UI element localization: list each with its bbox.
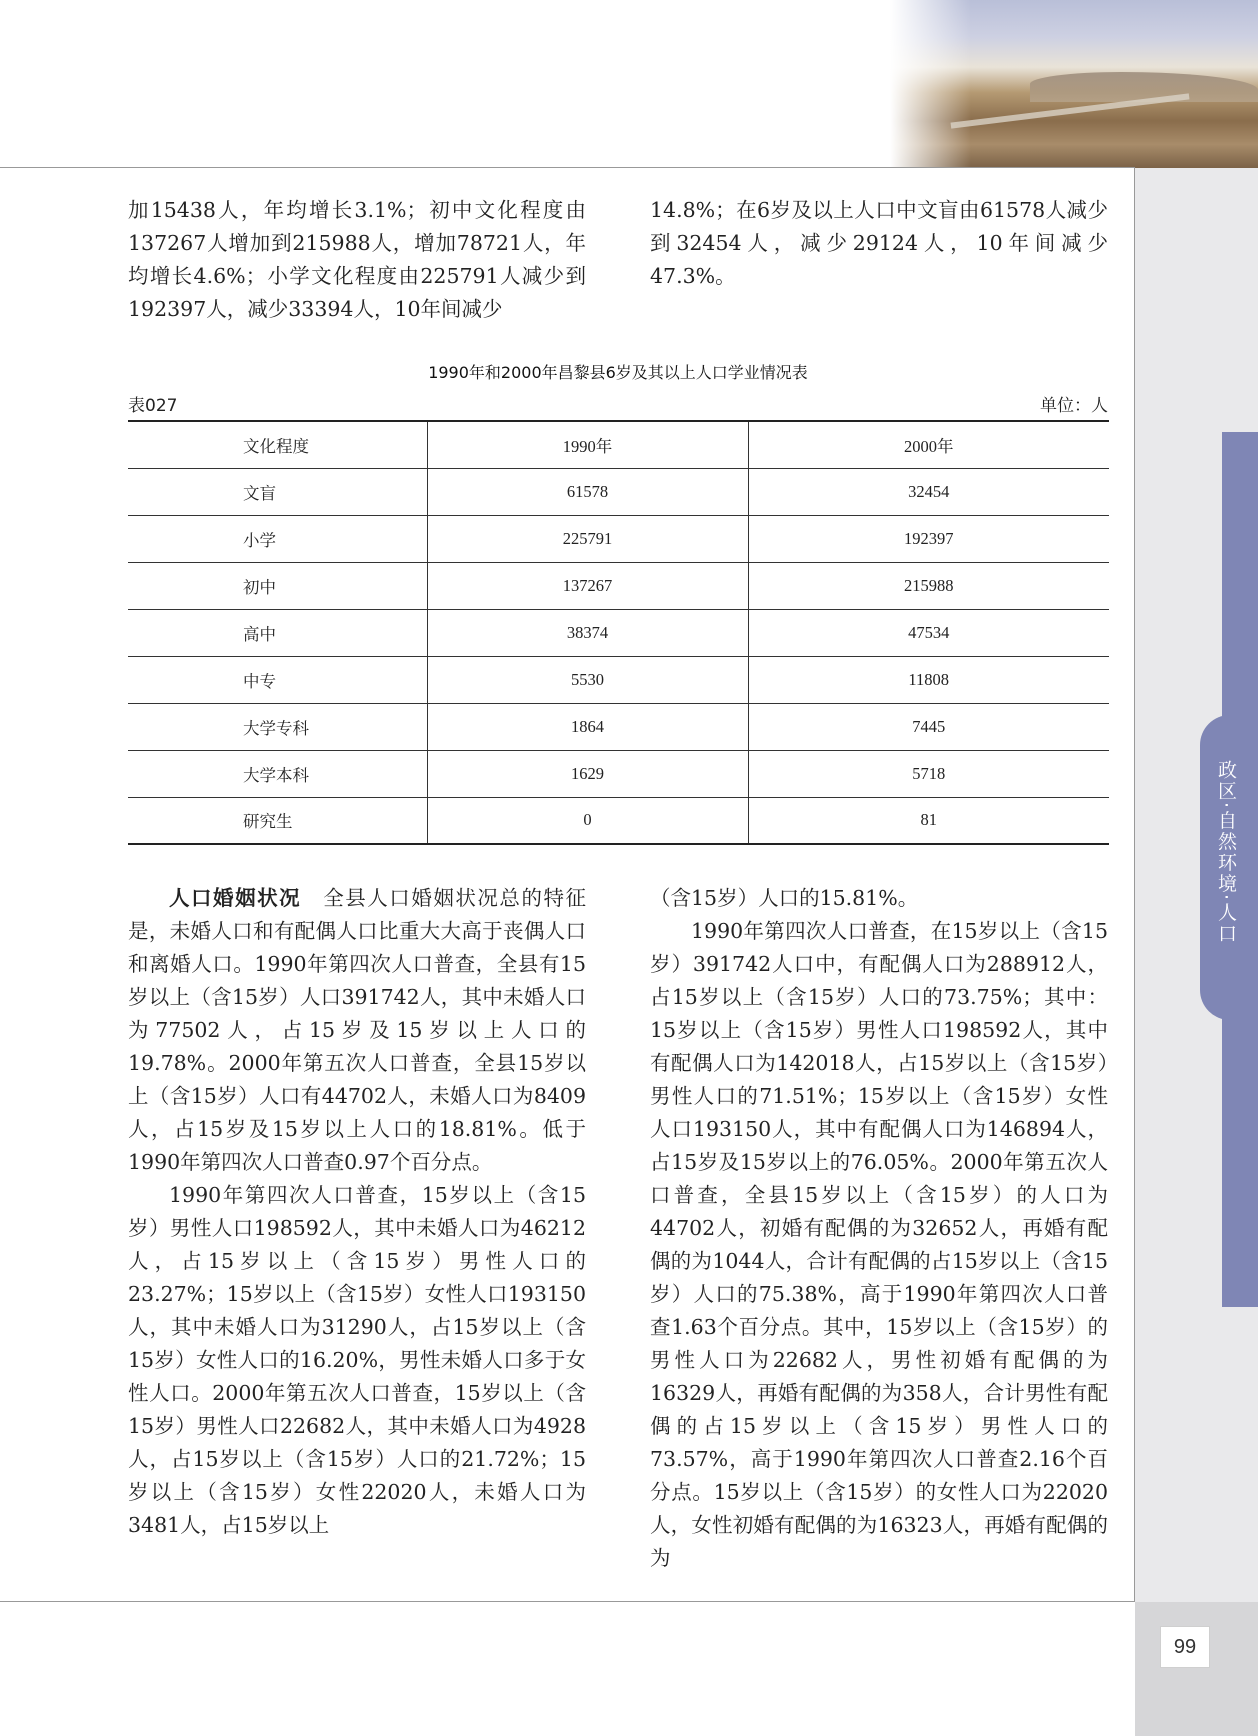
value-1990: 137267 [427, 562, 748, 609]
frame-divider-top [0, 167, 1135, 168]
value-1990: 1864 [427, 703, 748, 750]
header-1990: 1990年 [427, 421, 748, 468]
row-label: 初中 [128, 562, 427, 609]
table-unit: 单位：人 [1040, 396, 1108, 416]
landscape-photo-icon [890, 0, 1258, 168]
body-paragraph: （含15岁）人口的15.81%。 [650, 886, 919, 910]
body-paragraph: 1990年第四次人口普查，15岁以上（含15岁）男性人口198592人，其中未婚人口为46212人，占15岁以上（含15岁）男性人口的23.27%；15岁以上（含15岁）女性人口193150人，其中未婚人口为31290人，占15岁以上（含15岁）女性人口的16.20%，男性未婚人口多于女性人口。2000年第五次人口普查，15岁以上（含15岁）男性人口22682人，其中未婚人口为4928人，占15岁以上（含15岁）人口的21.72%；15岁以上（含15岁）女性22020人，未婚人口为3481人，占15岁以上 [128, 1183, 586, 1537]
value-2000: 5718 [748, 750, 1109, 797]
row-label: 中专 [128, 656, 427, 703]
photo-ridge [1030, 72, 1258, 102]
education-table [128, 420, 1109, 845]
body-paragraph: 1990年第四次人口普查，在15岁以上（含15岁）391742人口中，有配偶人口为288912人，占15岁以上（含15岁）人口的73.75%；其中：15岁以上（含15岁）男性人口198592人，其中有配偶人口为142018人，占15岁以上（含15岁）男性人口的71.51%；15岁以上（含15岁）女性人口193150人，其中有配偶人口为146894人，占15岁及15岁以上的76.05%。2000年第五次人口普查，全县15岁以上（含15岁）的人口为44702人，初婚有配偶的为32652人，再婚有配偶的为1044人，合计有配偶的占15岁以上（含15岁）人口的75.38%，高于1990年第四次人口普查1.63个百分点。其中，15岁以上（含15岁）的男性人口为22682人，男性初婚有配偶的为16329人，再婚有配偶的为358人，合计男性有配偶的占15岁以上（含15岁）男性人口的73.57%，高于1990年第四次人口普查2.16个百分点。15岁以上（含15岁）的女性人口为22020人，女性初婚有配偶的为16323人，再婚有配偶的为 [650, 919, 1108, 1570]
frame-divider-bottom [0, 1601, 1135, 1602]
table-title: 1990年和2000年昌黎县6岁及其以上人口学业情况表 [428, 363, 808, 382]
value-1990: 0 [427, 797, 748, 844]
table-row [128, 750, 1109, 797]
value-2000: 11808 [748, 656, 1109, 703]
value-1990: 61578 [427, 468, 748, 515]
section-heading: 人口婚姻状况 [169, 886, 302, 910]
row-label: 小学 [128, 515, 427, 562]
frame-divider-right [1134, 167, 1135, 1602]
row-label: 高中 [128, 609, 427, 656]
row-label: 文盲 [128, 468, 427, 515]
table-row [128, 703, 1109, 750]
value-1990: 225791 [427, 515, 748, 562]
row-label: 大学本科 [128, 750, 427, 797]
top-paragraph-right: 14.8%；在6岁及以上人口中文盲由61578人减少到32454人，减少29124人，10年间减少47.3%。 [650, 198, 1108, 288]
value-1990: 38374 [427, 609, 748, 656]
body-column-left [128, 882, 586, 1542]
row-label: 研究生 [128, 797, 427, 844]
value-2000: 81 [748, 797, 1109, 844]
page-number: 99 [1160, 1626, 1210, 1668]
table-row [128, 797, 1109, 844]
value-2000: 7445 [748, 703, 1109, 750]
header-2000: 2000年 [748, 421, 1109, 468]
table-row [128, 468, 1109, 515]
footer-panel [1135, 1602, 1258, 1736]
row-label: 大学专科 [128, 703, 427, 750]
table-row [128, 609, 1109, 656]
top-text-right [650, 194, 1108, 293]
chapter-tab-label: 政区·自然环境·人口 [1215, 760, 1237, 945]
value-2000: 215988 [748, 562, 1109, 609]
value-2000: 32454 [748, 468, 1109, 515]
table-header-row [128, 421, 1109, 468]
value-2000: 47534 [748, 609, 1109, 656]
value-1990: 5530 [427, 656, 748, 703]
top-paragraph-left: 加15438人，年均增长3.1%；初中文化程度由137267人增加到215988人，增加78721人，年均增长4.6%；小学文化程度由225791人减少到192397人，减少33394人，10年间减少 [128, 198, 586, 321]
body-column-right [650, 882, 1108, 1575]
top-text-left [128, 194, 586, 326]
value-2000: 192397 [748, 515, 1109, 562]
body-paragraph [128, 882, 586, 1179]
value-1990: 1629 [427, 750, 748, 797]
table-row [128, 656, 1109, 703]
body-paragraph-text: 全县人口婚姻状况总的特征是，未婚人口和有配偶人口比重大大高于丧偶人口和离婚人口。1990年第四次人口普查，全县有15岁以上（含15岁）人口391742人，其中未婚人口为77502人，占15岁及15岁以上人口的19.78%。2000年第五次人口普查，全县15岁以上（含15岁）人口有44702人，未婚人口为8409人，占15岁及15岁以上人口的18.81%。低于1990年第四次人口普查0.97个百分点。 [128, 886, 587, 1174]
table-id: 表027 [128, 396, 178, 416]
header-education-level: 文化程度 [128, 421, 427, 468]
table-row [128, 515, 1109, 562]
table-row [128, 562, 1109, 609]
